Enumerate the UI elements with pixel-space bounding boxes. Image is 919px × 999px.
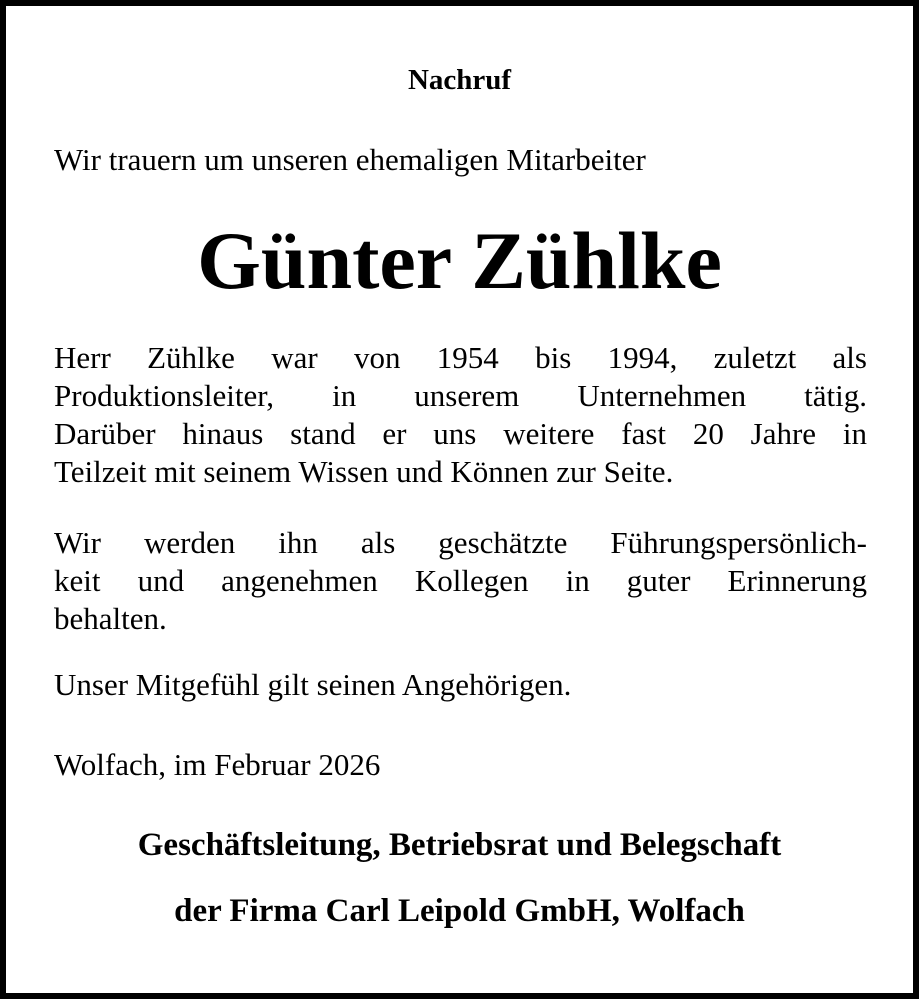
signature-line-1: Geschäftsleitung, Betriebsrat und Belegschaft	[137, 827, 782, 863]
deceased-name: Günter Zühlke	[197, 215, 722, 306]
obituary-heading: Nachruf	[407, 64, 512, 96]
place-and-date: Wolfach, im Februar 2026	[54, 747, 381, 782]
career-line: Produktionsleiter, in unserem Unternehmen tätig.	[54, 378, 867, 413]
career-paragraph	[54, 339, 867, 491]
remembrance-line: Wir werden ihn als geschätzte Führungspersönlich-	[54, 525, 867, 560]
intro-text: Wir trauern um unseren ehemaligen Mitarbeiter	[54, 142, 646, 177]
condolence-paragraph: Unser Mitgefühl gilt seinen Angehörigen.	[54, 667, 572, 702]
remembrance-line: keit und angenehmen Kollegen in guter Erinnerung	[54, 563, 867, 598]
remembrance-line: behalten.	[54, 601, 167, 636]
career-line: Herr Zühlke war von 1954 bis 1994, zuletzt als	[54, 340, 867, 375]
career-line: Darüber hinaus stand er uns weitere fast 20 Jahre in	[54, 416, 867, 451]
career-line: Teilzeit mit seinem Wissen und Können zur Seite.	[54, 454, 674, 489]
signature-line-2: der Firma Carl Leipold GmbH, Wolfach	[174, 893, 745, 929]
remembrance-paragraph	[54, 524, 867, 638]
